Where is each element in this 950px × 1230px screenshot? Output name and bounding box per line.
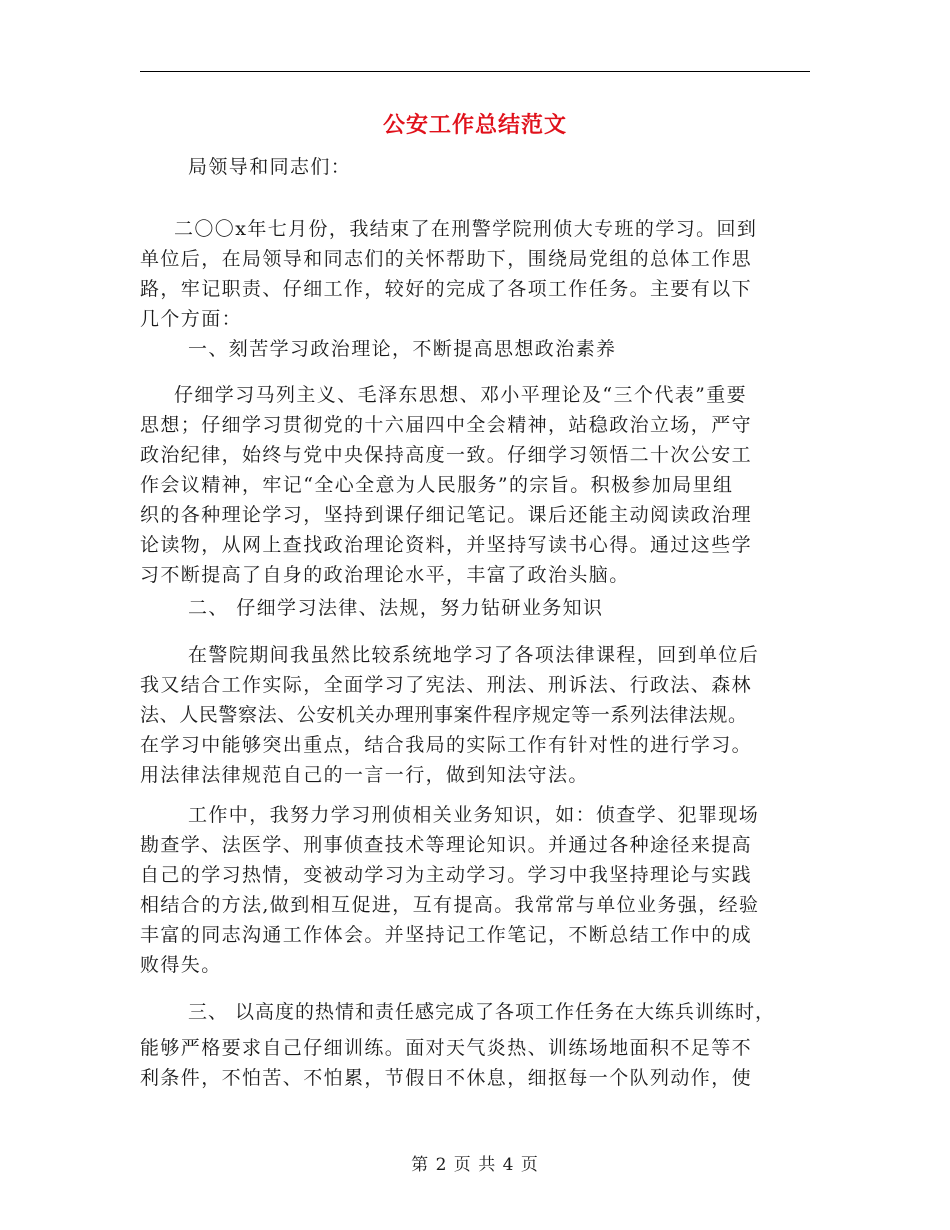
body-line: 工作中，我努力学习刑侦相关业务知识，如：侦查学、犯罪现场 (188, 804, 760, 826)
body-line: 丰富的同志沟通工作体会。并坚持记工作笔记，不断总结工作中的成 (140, 924, 753, 946)
body-line: 相结合的方法,做到相互促进，互有提高。我常常与单位业务强，经验 (140, 894, 760, 916)
section-heading-1: 一、刻苦学习政治理论，不断提高思想政治素养 (188, 338, 617, 360)
body-line: 思想；仔细学习贯彻党的十六届四中全会精神，站稳政治立场，严守 (140, 414, 753, 436)
body-line: 法、人民警察法、公安机关办理刑事案件程序规定等一系列法律法规。 (140, 704, 748, 726)
body-line: 习不断提高了自身的政治理论水平，丰富了政治头脑。 (140, 564, 630, 586)
body-line: 几个方面： (140, 308, 243, 330)
body-line: 二〇〇x年七月份，我结束了在刑警学院刑侦大专班的学习。回到 (174, 218, 758, 240)
body-line: 能够严格要求自己仔细训练。面对天气炎热、训练场地面积不足等不 (140, 1037, 753, 1059)
body-line: 织的各种理论学习，坚持到课仔细记笔记。课后还能主动阅读政治理 (140, 504, 753, 526)
document-title: 公安工作总结范文 (382, 112, 567, 138)
body-line: 我又结合工作实际，全面学习了宪法、刑法、刑诉法、行政法、森林 (140, 674, 753, 696)
body-line: 勘查学、法医学、刑事侦查技术等理论知识。并通过各种途径来提高 (140, 834, 753, 856)
body-line: 路，牢记职责、仔细工作，较好的完成了各项工作任务。主要有以下 (140, 278, 753, 300)
body-line: 作会议精神，牢记“全心全意为人民服务”的宗旨。积极参加局里组 (140, 474, 734, 496)
section-heading-3: 三、 以高度的热情和责任感完成了各项工作任务在大练兵训练时， (188, 1001, 776, 1023)
page-number-footer: 第 2 页 共 4 页 (411, 1155, 539, 1175)
body-line: 政治纪律，始终与党中央保持高度一致。仔细学习领悟二十次公安工 (140, 444, 753, 466)
body-line: 自己的学习热情，变被动学习为主动学习。学习中我坚持理论与实践 (140, 864, 753, 886)
body-line: 利条件，不怕苦、不怕累，节假日不休息，细抠每一个队列动作，使 (140, 1067, 753, 1089)
body-line: 在学习中能够突出重点，结合我局的实际工作有针对性的进行学习。 (140, 734, 753, 756)
body-line: 单位后，在局领导和同志们的关怀帮助下，围绕局党组的总体工作思 (140, 248, 753, 270)
salutation-line: 局领导和同志们： (188, 156, 352, 178)
body-line: 用法律法律规范自己的一言一行，做到知法守法。 (140, 764, 589, 786)
body-line: 在警院期间我虽然比较系统地学习了各项法律课程，回到单位后 (188, 644, 760, 666)
header-rule (140, 71, 810, 72)
section-heading-2: 二、 仔细学习法律、法规，努力钻研业务知识 (188, 597, 604, 619)
body-line: 败得失。 (140, 954, 222, 976)
body-line: 论读物，从网上查找政治理论资料，并坚持写读书心得。通过这些学 (140, 534, 753, 556)
body-line: 仔细学习马列主义、毛泽东思想、邓小平理论及“三个代表”重要 (174, 384, 748, 406)
